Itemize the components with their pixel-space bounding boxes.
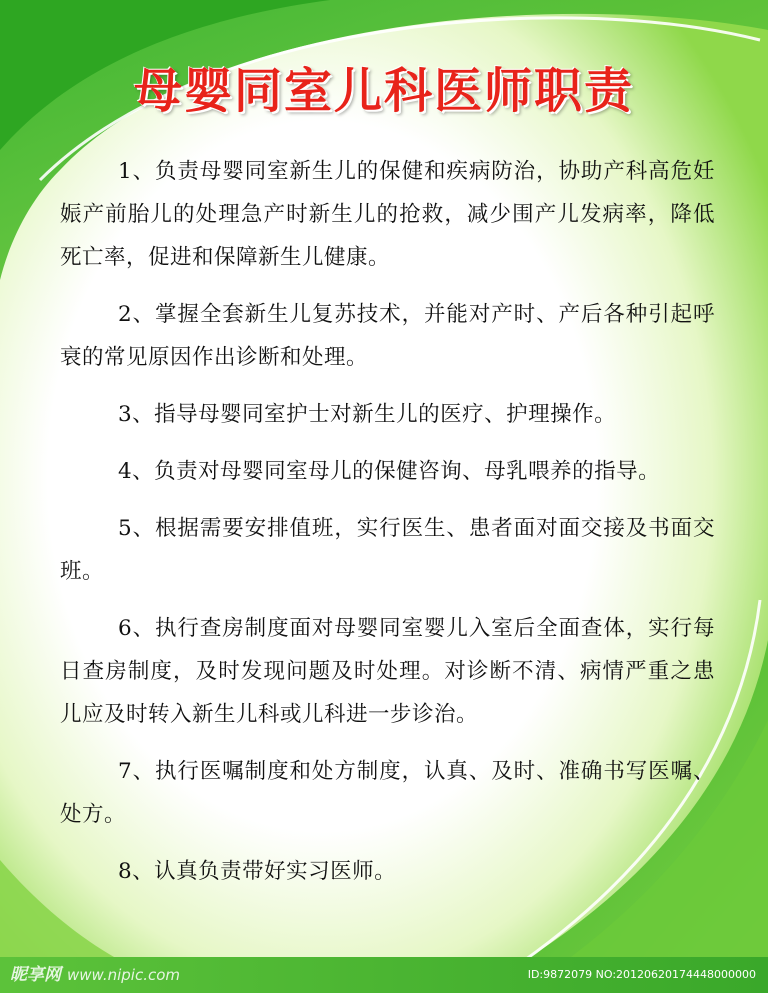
watermark-brand: 昵享网 [10, 965, 61, 985]
watermark-site: www.nipic.com [67, 966, 181, 984]
duty-item-5: 5、根据需要安排值班，实行医生、患者面对面交接及书面交班。 [60, 516, 715, 584]
watermark-logo [10, 960, 180, 990]
duties-list [60, 150, 715, 907]
duty-item-8: 8、认真负责带好实习医师。 [118, 859, 397, 884]
image-id-label: ID:9872079 NO:20120620174448000000 [527, 968, 756, 981]
duty-item-3: 3、指导母婴同室护士对新生儿的医疗、护理操作。 [118, 402, 617, 427]
duty-item-2: 2、掌握全套新生儿复苏技术，并能对产时、产后各种引起呼衰的常见原因作出诊断和处理。 [60, 302, 715, 370]
duty-item-1: 1、负责母婴同室新生儿的保健和疾病防治，协助产科高危妊娠产前胎儿的处理急产时新生儿的抢救，减少围产儿发病率，降低死亡率，促进和保障新生儿健康。 [60, 159, 715, 270]
duty-item-6: 6、执行查房制度面对母婴同室婴儿入室后全面查体，实行每日查房制度，及时发现问题及时处理。对诊断不清、病情严重之患儿应及时转入新生儿科或儿科进一步诊治。 [60, 616, 715, 727]
duty-item-7: 7、执行医嘱制度和处方制度，认真、及时、准确书写医嘱、处方。 [60, 759, 715, 827]
duty-item-4: 4、负责对母婴同室母儿的保健咨询、母乳喂养的指导。 [118, 459, 661, 484]
poster-title: 母婴同室儿科医师职责 [133, 63, 634, 119]
